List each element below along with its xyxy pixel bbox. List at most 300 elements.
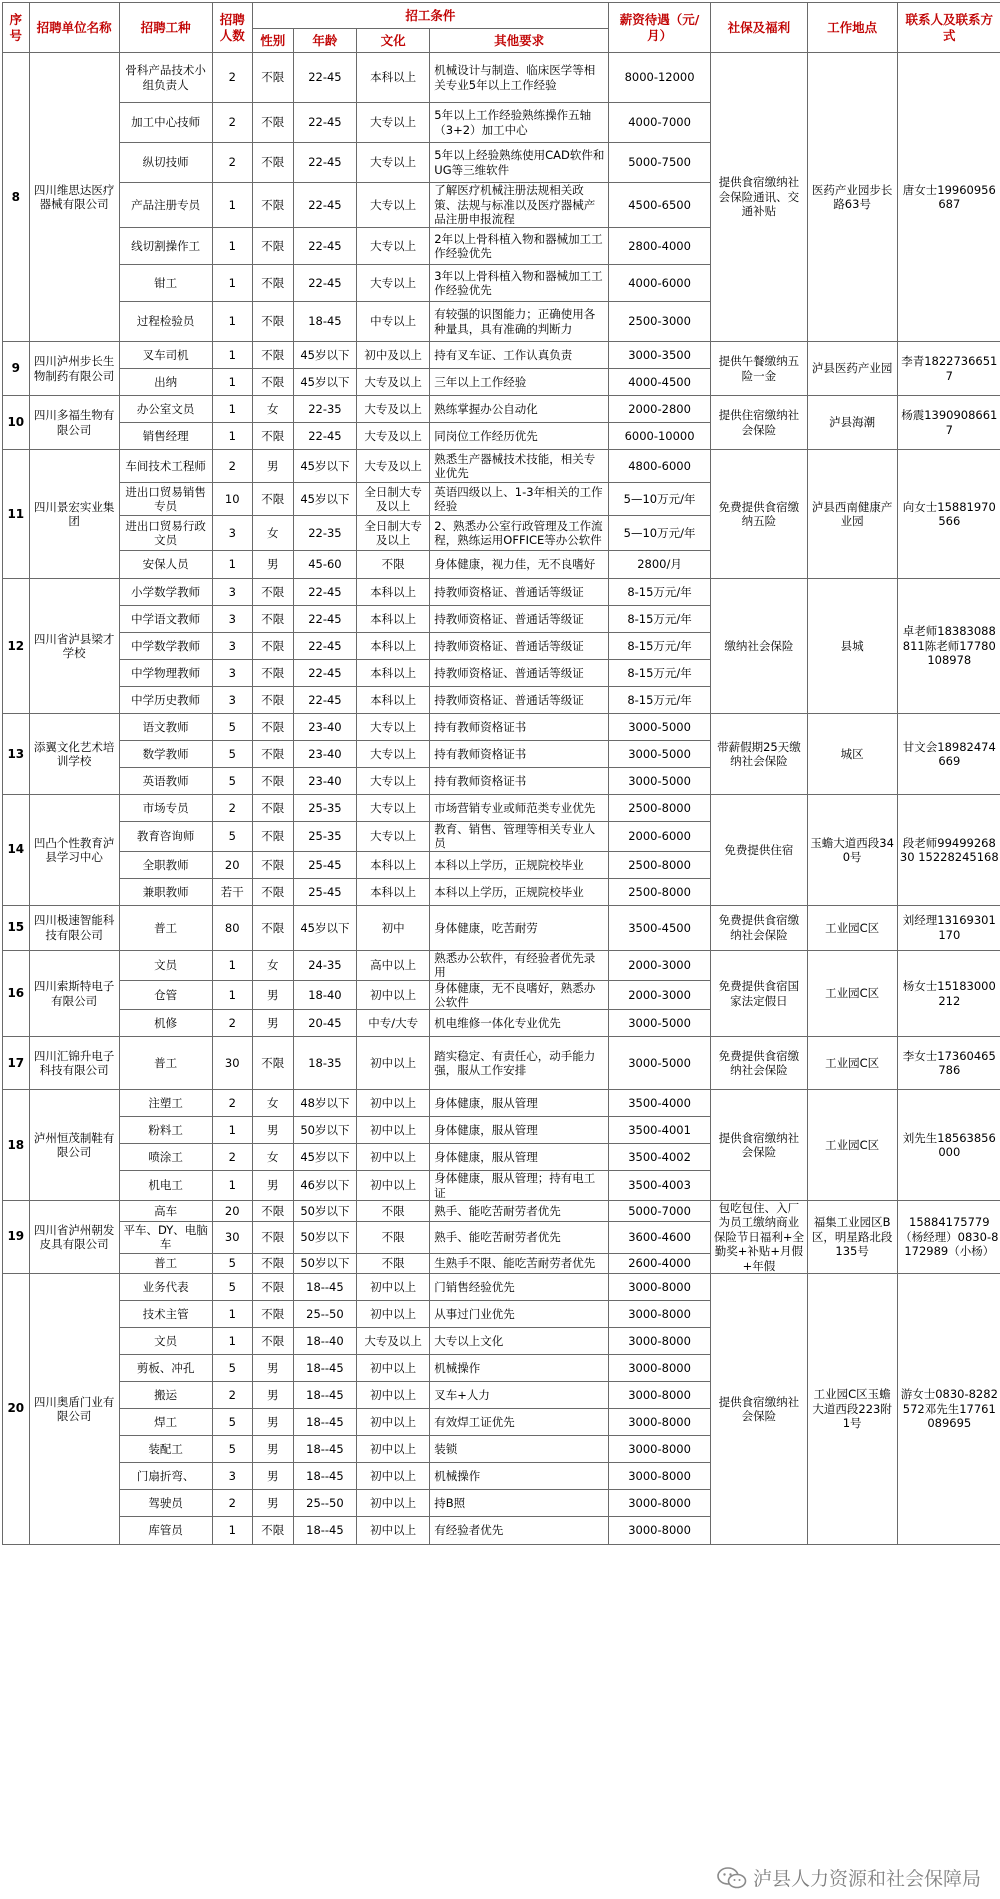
position-cell: 办公室文员: [119, 396, 212, 423]
position-cell: 过程检验员: [119, 302, 212, 342]
salary-cell: 4000-7000: [609, 103, 711, 143]
location-cell: 泸县医药产业园: [807, 342, 897, 396]
count-cell: 2: [212, 143, 252, 183]
gender-cell: 不限: [252, 483, 293, 516]
salary-cell: 4000-4500: [609, 369, 711, 396]
education-cell: 初中以上: [357, 1408, 430, 1435]
watermark-text: 泸县人力资源和社会保障局: [752, 1868, 981, 1890]
education-cell: 中专/大专: [357, 1010, 430, 1037]
salary-cell: 2000-3000: [609, 980, 711, 1010]
age-cell: 23-40: [293, 741, 356, 768]
other-cell: 持教师资格证、普通话等级证: [430, 606, 609, 633]
salary-cell: 2500-8000: [609, 878, 711, 905]
other-cell: 熟练掌握办公自动化: [430, 396, 609, 423]
position-cell: 进出口贸易销售专员: [119, 483, 212, 516]
position-cell: 门扇折弯、: [119, 1462, 212, 1489]
location-cell: 工业园C区: [807, 950, 897, 1037]
table-row: [3, 1037, 1000, 1090]
count-cell: 2: [212, 450, 252, 483]
position-cell: 技术主管: [119, 1300, 212, 1327]
age-cell: 22-45: [293, 53, 356, 103]
seq-cell: 15: [3, 905, 30, 950]
location-cell: 工业园C区玉蟾大道西段223附1号: [807, 1273, 897, 1544]
gender-cell: 不限: [252, 1300, 293, 1327]
count-cell: 1: [212, 1117, 252, 1144]
location-cell: 医药产业园步长路63号: [807, 53, 897, 342]
age-cell: 20-45: [293, 1010, 356, 1037]
count-cell: 5: [212, 1408, 252, 1435]
watermark: [714, 1864, 984, 1891]
salary-cell: 3000-5000: [609, 741, 711, 768]
count-cell: 3: [212, 660, 252, 687]
other-cell: 身体健康，服从管理: [430, 1144, 609, 1171]
company-cell: 泸州恒茂制鞋有限公司: [29, 1090, 119, 1201]
gender-cell: 男: [252, 1489, 293, 1516]
gender-cell: 不限: [252, 369, 293, 396]
salary-cell: 2000-2800: [609, 396, 711, 423]
gender-cell: 不限: [252, 53, 293, 103]
position-cell: 装配工: [119, 1435, 212, 1462]
seq-cell: 11: [3, 450, 30, 579]
count-cell: 1: [212, 1516, 252, 1544]
table-row: [3, 1090, 1000, 1117]
position-cell: 平车、DY、电脑车: [119, 1222, 212, 1254]
education-cell: 不限: [357, 1222, 430, 1254]
welfare-cell: 免费提供食宿国家法定假日: [711, 950, 808, 1037]
gender-cell: 不限: [252, 423, 293, 450]
position-cell: 喷涂工: [119, 1144, 212, 1171]
other-cell: 同岗位工作经历优先: [430, 423, 609, 450]
age-cell: 18--45: [293, 1408, 356, 1435]
education-cell: 本科以上: [357, 606, 430, 633]
age-cell: 18-45: [293, 302, 356, 342]
position-cell: 中学数学教师: [119, 633, 212, 660]
other-cell: 熟手、能吃苦耐劳者优先: [430, 1222, 609, 1254]
age-cell: 45岁以下: [293, 483, 356, 516]
position-cell: 机电工: [119, 1171, 212, 1201]
gender-cell: 不限: [252, 741, 293, 768]
age-cell: 18-35: [293, 1037, 356, 1090]
welfare-cell: 免费提供食宿缴纳社会保险: [711, 905, 808, 950]
gender-cell: 不限: [252, 633, 293, 660]
other-cell: 持教师资格证、普通话等级证: [430, 633, 609, 660]
salary-cell: 3000-5000: [609, 714, 711, 741]
position-cell: 骨科产品技术小组负责人: [119, 53, 212, 103]
header-gender: 性别: [252, 29, 293, 53]
education-cell: 大专以上: [357, 795, 430, 822]
count-cell: 2: [212, 53, 252, 103]
salary-cell: 3000-8000: [609, 1327, 711, 1354]
age-cell: 45岁以下: [293, 1144, 356, 1171]
location-cell: 工业园C区: [807, 1090, 897, 1201]
other-cell: 身体健康，视力佳，无不良嗜好: [430, 551, 609, 579]
education-cell: 大专以上: [357, 103, 430, 143]
gender-cell: 男: [252, 551, 293, 579]
other-cell: 身体健康，无不良嗜好，熟悉办公软件: [430, 980, 609, 1010]
position-cell: 高车: [119, 1201, 212, 1222]
age-cell: 22-35: [293, 516, 356, 551]
position-cell: 中学物理教师: [119, 660, 212, 687]
count-cell: 20: [212, 851, 252, 878]
education-cell: 本科以上: [357, 53, 430, 103]
count-cell: 1: [212, 265, 252, 302]
recruitment-table: [2, 2, 1000, 1545]
position-cell: 普工: [119, 1037, 212, 1090]
other-cell: 机械操作: [430, 1354, 609, 1381]
position-cell: 普工: [119, 1253, 212, 1273]
age-cell: 22-45: [293, 143, 356, 183]
education-cell: 初中以上: [357, 1273, 430, 1300]
seq-cell: 19: [3, 1201, 30, 1274]
education-cell: 大专以上: [357, 741, 430, 768]
gender-cell: 不限: [252, 342, 293, 369]
gender-cell: 不限: [252, 905, 293, 950]
education-cell: 初中以上: [357, 1171, 430, 1201]
header-seq: 序号: [3, 3, 30, 53]
salary-cell: 2800/月: [609, 551, 711, 579]
education-cell: 大专及以上: [357, 1327, 430, 1354]
other-cell: 门销售经验优先: [430, 1273, 609, 1300]
age-cell: 50岁以下: [293, 1201, 356, 1222]
count-cell: 5: [212, 741, 252, 768]
contact-cell: 刘经理13169301170: [897, 905, 1000, 950]
education-cell: 不限: [357, 1201, 430, 1222]
other-cell: 叉车+人力: [430, 1381, 609, 1408]
position-cell: 中学历史教师: [119, 687, 212, 714]
gender-cell: 不限: [252, 1253, 293, 1273]
welfare-cell: 提供食宿缴纳社会保险通讯、交通补贴: [711, 53, 808, 342]
contact-cell: 杨女士15183000212: [897, 950, 1000, 1037]
table-row: [3, 396, 1000, 423]
other-cell: 装锁: [430, 1435, 609, 1462]
other-cell: 大专以上文化: [430, 1327, 609, 1354]
header-company: 招聘单位名称: [29, 3, 119, 53]
position-cell: 兼职教师: [119, 878, 212, 905]
other-cell: 机械操作: [430, 1462, 609, 1489]
age-cell: 45岁以下: [293, 369, 356, 396]
other-cell: 2、熟悉办公室行政管理及工作流程，熟练运用OFFICE等办公软件: [430, 516, 609, 551]
count-cell: 2: [212, 1381, 252, 1408]
salary-cell: 2600-4000: [609, 1253, 711, 1273]
salary-cell: 5000-7000: [609, 1201, 711, 1222]
count-cell: 1: [212, 369, 252, 396]
age-cell: 22-35: [293, 396, 356, 423]
position-cell: 叉车司机: [119, 342, 212, 369]
salary-cell: 3000-3500: [609, 342, 711, 369]
age-cell: 18--45: [293, 1435, 356, 1462]
other-cell: 有效焊工证优先: [430, 1408, 609, 1435]
other-cell: 持有教师资格证书: [430, 768, 609, 795]
position-cell: 焊工: [119, 1408, 212, 1435]
gender-cell: 不限: [252, 660, 293, 687]
header-other: 其他要求: [430, 29, 609, 53]
count-cell: 3: [212, 687, 252, 714]
age-cell: 50岁以下: [293, 1222, 356, 1254]
age-cell: 22-45: [293, 660, 356, 687]
age-cell: 25-35: [293, 822, 356, 852]
company-cell: 四川省泸县梁才学校: [29, 579, 119, 714]
count-cell: 2: [212, 1090, 252, 1117]
table-row: [3, 450, 1000, 483]
location-cell: 玉蟾大道西段340号: [807, 795, 897, 906]
education-cell: 初中以上: [357, 1144, 430, 1171]
education-cell: 大专及以上: [357, 423, 430, 450]
other-cell: 三年以上工作经验: [430, 369, 609, 396]
age-cell: 22-45: [293, 103, 356, 143]
other-cell: 有较强的识图能力；正确使用各种量具，具有准确的判断力: [430, 302, 609, 342]
count-cell: 3: [212, 579, 252, 606]
salary-cell: 2500-8000: [609, 851, 711, 878]
age-cell: 22-45: [293, 606, 356, 633]
education-cell: 初中以上: [357, 1300, 430, 1327]
location-cell: 县城: [807, 579, 897, 714]
age-cell: 25-45: [293, 878, 356, 905]
contact-cell: 向女士15881970566: [897, 450, 1000, 579]
seq-cell: 16: [3, 950, 30, 1037]
salary-cell: 3500-4003: [609, 1171, 711, 1201]
gender-cell: 不限: [252, 265, 293, 302]
position-cell: 钳工: [119, 265, 212, 302]
seq-cell: 14: [3, 795, 30, 906]
other-cell: 身体健康，吃苦耐劳: [430, 905, 609, 950]
gender-cell: 不限: [252, 1037, 293, 1090]
other-cell: 3年以上骨科植入物和器械加工工作经验优先: [430, 265, 609, 302]
location-cell: 泸县海潮: [807, 396, 897, 450]
salary-cell: 3000-8000: [609, 1381, 711, 1408]
salary-cell: 6000-10000: [609, 423, 711, 450]
salary-cell: 3000-5000: [609, 768, 711, 795]
seq-cell: 17: [3, 1037, 30, 1090]
age-cell: 22-45: [293, 183, 356, 228]
seq-cell: 9: [3, 342, 30, 396]
salary-cell: 8000-12000: [609, 53, 711, 103]
header-salary: 薪资待遇（元/月）: [609, 3, 711, 53]
gender-cell: 不限: [252, 606, 293, 633]
position-cell: 销售经理: [119, 423, 212, 450]
salary-cell: 3000-8000: [609, 1354, 711, 1381]
count-cell: 1: [212, 228, 252, 265]
salary-cell: 8-15万元/年: [609, 579, 711, 606]
welfare-cell: 提供住宿缴纳社会保险: [711, 396, 808, 450]
gender-cell: 男: [252, 1117, 293, 1144]
count-cell: 若干: [212, 878, 252, 905]
position-cell: 驾驶员: [119, 1489, 212, 1516]
education-cell: 本科以上: [357, 579, 430, 606]
position-cell: 出纳: [119, 369, 212, 396]
age-cell: 24-35: [293, 950, 356, 980]
position-cell: 产品注册专员: [119, 183, 212, 228]
gender-cell: 不限: [252, 687, 293, 714]
gender-cell: 男: [252, 1354, 293, 1381]
age-cell: 50岁以下: [293, 1253, 356, 1273]
gender-cell: 男: [252, 450, 293, 483]
salary-cell: 8-15万元/年: [609, 660, 711, 687]
education-cell: 大专以上: [357, 822, 430, 852]
education-cell: 初中: [357, 905, 430, 950]
table-row: [3, 950, 1000, 980]
position-cell: 文员: [119, 1327, 212, 1354]
education-cell: 本科以上: [357, 851, 430, 878]
education-cell: 初中以上: [357, 1435, 430, 1462]
company-cell: 四川泸州步长生物制药有限公司: [29, 342, 119, 396]
location-cell: 福集工业园区B区，明星路北段135号: [807, 1201, 897, 1274]
company-cell: 四川多福生物有限公司: [29, 396, 119, 450]
education-cell: 初中及以上: [357, 342, 430, 369]
location-cell: 泸县西南健康产业园: [807, 450, 897, 579]
contact-cell: 刘先生18563856000: [897, 1090, 1000, 1201]
header-contact: 联系人及联系方式: [897, 3, 1000, 53]
welfare-cell: 免费提供住宿: [711, 795, 808, 906]
header-count: 招聘人数: [212, 3, 252, 53]
other-cell: 机电维修一体化专业优先: [430, 1010, 609, 1037]
count-cell: 1: [212, 396, 252, 423]
position-cell: 加工中心技师: [119, 103, 212, 143]
seq-cell: 10: [3, 396, 30, 450]
other-cell: 身体健康，服从管理: [430, 1090, 609, 1117]
education-cell: 初中以上: [357, 1090, 430, 1117]
education-cell: 初中以上: [357, 1462, 430, 1489]
age-cell: 45-60: [293, 551, 356, 579]
age-cell: 50岁以下: [293, 1117, 356, 1144]
table-row: [3, 342, 1000, 369]
salary-cell: 5000-7500: [609, 143, 711, 183]
recruitment-sheet: [2, 2, 999, 1895]
table-row: [3, 1201, 1000, 1222]
education-cell: 大专以上: [357, 768, 430, 795]
other-cell: 从事过门业优先: [430, 1300, 609, 1327]
location-cell: 工业园C区: [807, 905, 897, 950]
header-location: 工作地点: [807, 3, 897, 53]
table-row: [3, 1273, 1000, 1300]
position-cell: 车间技术工程师: [119, 450, 212, 483]
salary-cell: 3000-8000: [609, 1462, 711, 1489]
age-cell: 48岁以下: [293, 1090, 356, 1117]
position-cell: 粉料工: [119, 1117, 212, 1144]
contact-cell: 唐女士19960956687: [897, 53, 1000, 342]
salary-cell: 3000-8000: [609, 1273, 711, 1300]
company-cell: 添翼文化艺术培训学校: [29, 714, 119, 795]
other-cell: 持B照: [430, 1489, 609, 1516]
location-cell: 工业园C区: [807, 1037, 897, 1090]
count-cell: 5: [212, 1253, 252, 1273]
count-cell: 10: [212, 483, 252, 516]
salary-cell: 5—10万元/年: [609, 483, 711, 516]
other-cell: 英语四级以上、1-3年相关的工作经验: [430, 483, 609, 516]
company-cell: 四川景宏实业集团: [29, 450, 119, 579]
education-cell: 大专以上: [357, 228, 430, 265]
education-cell: 初中以上: [357, 1354, 430, 1381]
education-cell: 大专及以上: [357, 396, 430, 423]
contact-cell: 杨震13909086617: [897, 396, 1000, 450]
salary-cell: 3000-5000: [609, 1010, 711, 1037]
age-cell: 45岁以下: [293, 342, 356, 369]
count-cell: 1: [212, 1300, 252, 1327]
other-cell: 身体健康，服从管理: [430, 1117, 609, 1144]
education-cell: 本科以上: [357, 878, 430, 905]
position-cell: 剪板、冲孔: [119, 1354, 212, 1381]
salary-cell: 3500-4000: [609, 1090, 711, 1117]
age-cell: 45岁以下: [293, 450, 356, 483]
age-cell: 23-40: [293, 768, 356, 795]
count-cell: 2: [212, 1144, 252, 1171]
gender-cell: 不限: [252, 714, 293, 741]
other-cell: 机械设计与制造、临床医学等相关专业5年以上工作经验: [430, 53, 609, 103]
gender-cell: 不限: [252, 878, 293, 905]
welfare-cell: 提供食宿缴纳社会保险: [711, 1273, 808, 1544]
age-cell: 22-45: [293, 423, 356, 450]
welfare-cell: 提供午餐缴纳五险一金: [711, 342, 808, 396]
company-cell: 四川极速智能科技有限公司: [29, 905, 119, 950]
other-cell: 持教师资格证、普通话等级证: [430, 579, 609, 606]
education-cell: 初中以上: [357, 1516, 430, 1544]
table-row: [3, 795, 1000, 822]
education-cell: 不限: [357, 551, 430, 579]
age-cell: 18--45: [293, 1462, 356, 1489]
table-row: [3, 579, 1000, 606]
salary-cell: 4500-6500: [609, 183, 711, 228]
count-cell: 5: [212, 1354, 252, 1381]
gender-cell: 男: [252, 1010, 293, 1037]
age-cell: 18--45: [293, 1516, 356, 1544]
contact-cell: 游女士0830-8282572邓先生17761089695: [897, 1273, 1000, 1544]
age-cell: 22-45: [293, 265, 356, 302]
salary-cell: 3500-4002: [609, 1144, 711, 1171]
age-cell: 18--40: [293, 1327, 356, 1354]
position-cell: 普工: [119, 905, 212, 950]
gender-cell: 不限: [252, 1516, 293, 1544]
age-cell: 18--45: [293, 1354, 356, 1381]
position-cell: 库管员: [119, 1516, 212, 1544]
salary-cell: 8-15万元/年: [609, 633, 711, 660]
seq-cell: 18: [3, 1090, 30, 1201]
table-row: [3, 905, 1000, 950]
education-cell: 初中以上: [357, 1381, 430, 1408]
seq-cell: 13: [3, 714, 30, 795]
count-cell: 1: [212, 1171, 252, 1201]
salary-cell: 3000-8000: [609, 1300, 711, 1327]
salary-cell: 3000-8000: [609, 1435, 711, 1462]
count-cell: 5: [212, 1435, 252, 1462]
gender-cell: 男: [252, 1462, 293, 1489]
position-cell: 文员: [119, 950, 212, 980]
age-cell: 22-45: [293, 633, 356, 660]
table-body: [3, 53, 1000, 1545]
education-cell: 大专以上: [357, 265, 430, 302]
position-cell: 线切割操作工: [119, 228, 212, 265]
count-cell: 1: [212, 183, 252, 228]
other-cell: 本科以上学历，正规院校毕业: [430, 878, 609, 905]
education-cell: 大专及以上: [357, 450, 430, 483]
salary-cell: 8-15万元/年: [609, 606, 711, 633]
gender-cell: 不限: [252, 183, 293, 228]
position-cell: 市场专员: [119, 795, 212, 822]
position-cell: 小学数学教师: [119, 579, 212, 606]
salary-cell: 2800-4000: [609, 228, 711, 265]
count-cell: 1: [212, 423, 252, 450]
education-cell: 初中以上: [357, 1037, 430, 1090]
contact-cell: 15884175779（杨经理）0830-8172989（小杨）: [897, 1201, 1000, 1274]
position-cell: 安保人员: [119, 551, 212, 579]
gender-cell: 不限: [252, 1273, 293, 1300]
count-cell: 3: [212, 606, 252, 633]
salary-cell: 3000-8000: [609, 1489, 711, 1516]
salary-cell: 3500-4001: [609, 1117, 711, 1144]
education-cell: 初中以上: [357, 1117, 430, 1144]
other-cell: 本科以上学历，正规院校毕业: [430, 851, 609, 878]
position-cell: 机修: [119, 1010, 212, 1037]
other-cell: 持有教师资格证书: [430, 741, 609, 768]
age-cell: 22-45: [293, 579, 356, 606]
